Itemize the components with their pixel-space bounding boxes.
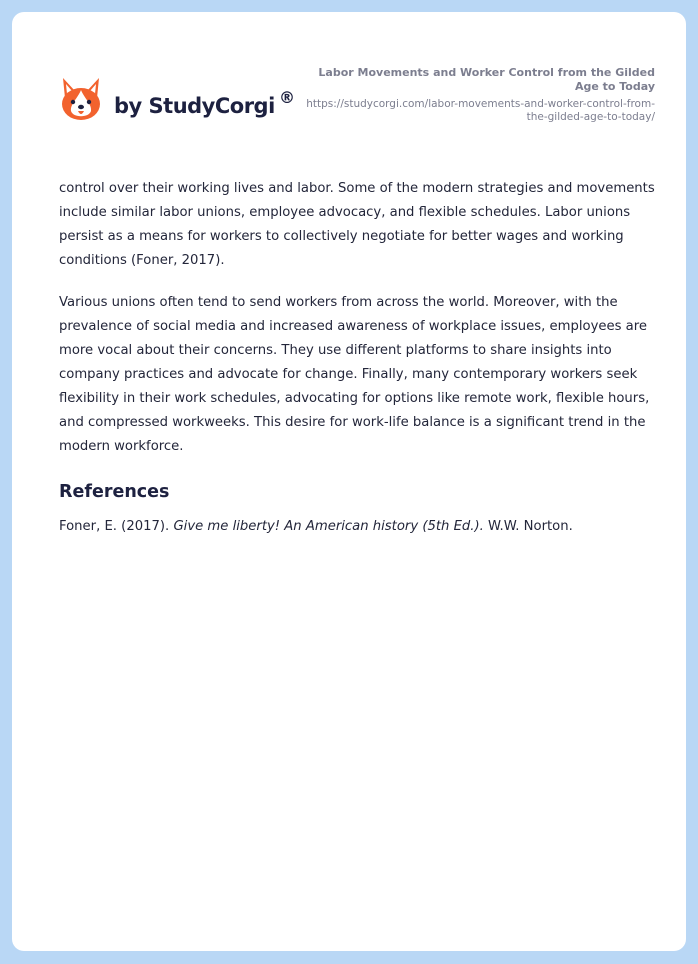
reference-publisher: W.W. Norton. (488, 519, 573, 534)
body-paragraph: Various unions often tend to send workers from across the world. Moreover, with the prevalence of social media and increased awareness of workplace issues, employees are more vocal about their concerns. They use different platforms to share insights into company practices and advocate for change. Finally, many contemporary workers seek flexibility in their work schedules, advocating for options like remote work, flexible hours, and compressed workweeks. This desire for work-life balance is a significant trend in the modern workforce. (59, 295, 650, 454)
reference-item (59, 515, 659, 539)
document-url[interactable]: https://studycorgi.com/labor-movements-and-worker-control-from-the-gilded-age-to-today/ (306, 98, 655, 123)
brand-name: by StudyCorgi (114, 94, 275, 118)
page-header (12, 12, 686, 152)
body-paragraph: control over their working lives and labor. Some of the modern strategies and movements include similar labor unions, employee advocacy, and flexible schedules. Labor unions persist as a means for workers to collectively negotiate for better wages and working conditions (Foner, 2017). (59, 181, 655, 268)
references-heading: References (59, 482, 170, 502)
reference-author: Foner, E. (2017). (59, 519, 170, 534)
document-page (12, 12, 686, 951)
document-meta (305, 66, 655, 124)
reference-title: Give me liberty! An American history (5th Ed.). (173, 519, 484, 534)
registered-mark: ® (279, 88, 295, 107)
document-body (59, 177, 659, 539)
document-title: Labor Movements and Worker Control from the Gilded Age to Today (318, 66, 655, 93)
studycorgi-logo[interactable] (60, 76, 310, 126)
corgi-logo-icon (60, 76, 102, 122)
